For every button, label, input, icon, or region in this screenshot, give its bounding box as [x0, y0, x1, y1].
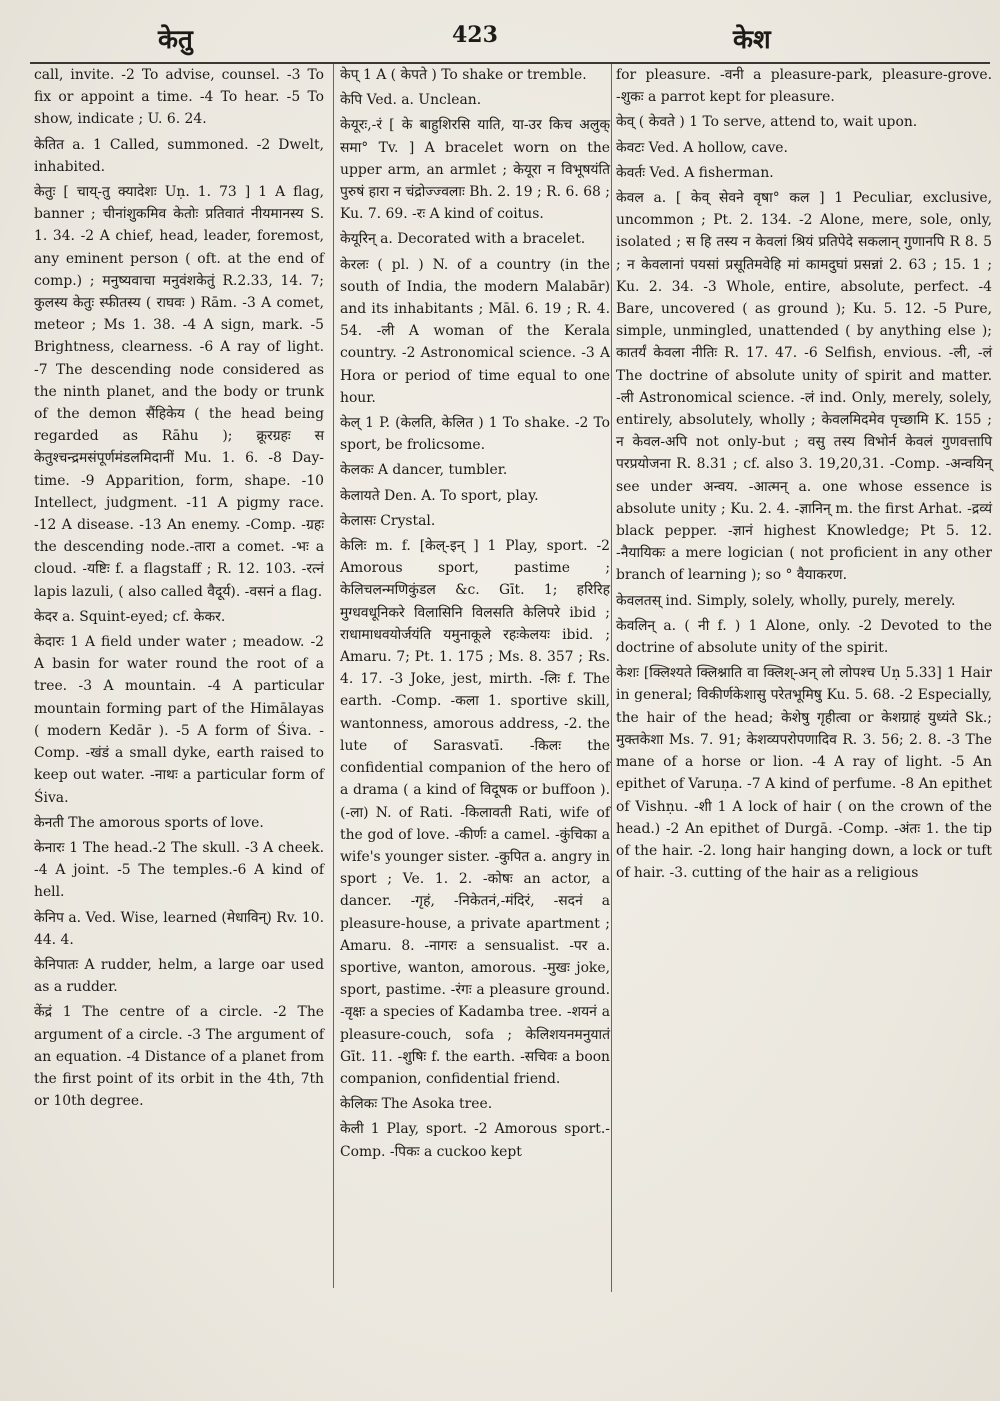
entry-text: for pleasure. -वनी a pleasure-park, pleasure-grove. -शुकः a parrot kept for pleasure.	[616, 67, 992, 106]
entry-text: केवर्तः Ved. A fisherman.	[616, 164, 774, 181]
entry-text: केनारः 1 The head.-2 The skull. -3 A cheek. -4 A joint. -5 The temples.-6 A kind of hell.	[34, 839, 324, 901]
entry-text: केवलिन् a. ( नी f. ) 1 Alone, only. -2 Devoted to the doctrine of absolute unity of the spirit.	[616, 617, 992, 657]
column-left	[34, 64, 324, 1115]
entry-text: केल् 1 P. (केलति, केलित ) 1 To shake. -2 To sport, be frolicsome.	[340, 415, 610, 454]
entry-text: केपि Ved. a. Unclean.	[340, 92, 482, 109]
entry-text: केनती The amorous sports of love.	[34, 814, 264, 831]
entry-text: केतित a. 1 Called, summoned. -2 Dwelt, inhabited.	[34, 136, 324, 175]
page-header	[0, 0, 1000, 66]
entry-text: केनिपातः A rudder, helm, a large oar used as a rudder.	[34, 956, 324, 996]
entry-text: केवल a. [ केव् सेवने वृषा° कल ] 1 Peculiar, exclusive, uncommon ; Pt. 2. 134. -2 Alone, mere, sole, only, isolated ; स हि तस्य न केवलां श्रियं प्रतिपेदे सकलान् गुणानपि R 8. 5 ; न केवलानां पयसां प्रसूतिमवेहि मां कामदुघां प्रसन्नां 2. 63 ; 15. 1 ; Ku. 2. 34. -3 Whole, entire, absolute, perfect. -4 Bare, uncovered ( as ground ); Ku. 5. 12. -5 Pure, simple, unmingled, unattended ( by anything else ); कातर्यं केवला नीतिः R. 17. 47. -6 Selfish, envious. -ली, -लं The doctrine of absolute unity of spirit and matter. -ली Astronomical science. -लं ind. Only, merely, solely, entirely, absolutely, wholly ; केवलमिदमेव पृच्छामि K. 155 ; न केवल-अपि not only-but ; वसु तस्य विभोर्न केवलं गुणवत्तापि परप्रयोजना R. 8.31 ; cf. also 3. 19,20,31. -Comp. -अन्वयिन् see under अन्वय. -आत्मन् a. one whose essence is absolute unity ; Ku. 2. 4. -ज्ञानिन् m. the first Arhat. -द्रव्यं black pepper. -ज्ञानं highest Knowledge; Pt 5. 12. -नैयायिकः a mere logician ( not proficient in any other branch of learning ); so ° वैयाकरण.	[616, 190, 992, 584]
entry-text: केतुः [ चाय्-तु क्यादेशः Uṇ. 1. 73 ] 1 A flag, banner ; चीनांशुकमिव केतोः प्रतिवातं नीयमानस्य S. 1. 34. -2 A chief, head, leader, foremost, any eminent person ( oft. at the end of comp.) ; मनुष्यवाचा मनुवंशकेतुं R.2.33, 14. 7; कुलस्य केतुः स्फीतस्य ( राघवः ) Rām. -3 A comet, meteor ; Ms 1. 38. -4 A sign, mark. -5 Brightness, clearness. -6 A ray of light. -7 The descending node considered as the ninth planet, and the body or trunk of the demon सैंहिकेय ( the head being regarded as Rāhu ); क्रूरग्रहः स केतुश्चन्द्रमसंपूर्णमंडलमिदानीं Mu. 1. 6. -8 Day-time. -9 Apparition, form, shape. -10 Intellect, judgment. -11 A pigmy race. -12 A disease. -13 An enemy. -Comp. -ग्रहः the descending node.-तारा a comet. -भः a cloud. -यष्टिः f. a flagstaff ; R. 12. 103. -रत्नं lapis lazuli, ( also called वैदूर्य). -वसनं a flag.	[34, 184, 324, 600]
entry-text: call, invite. -2 To advise, counsel. -3 To fix or appoint a time. -4 To hear. -5 To show, indicate ; U. 6. 24.	[34, 67, 324, 128]
entry-text: केवलतस् ind. Simply, solely, wholly, purely, merely.	[616, 592, 956, 609]
entry-text: केलकः A dancer, tumbler.	[340, 462, 508, 479]
left-running-headword: केतु	[158, 25, 193, 55]
column-right	[616, 64, 992, 887]
entry-text: केरलः ( pl. ) N. of a country (in the south of India, the modern Malabār) and its inhabitants ; Māl. 6. 19 ; R. 4. 54. -ली A woman of the Kerala country. -2 Astronomical science. -3 A Hora or period of time equal to one hour.	[340, 256, 610, 406]
entry-text: केयूरः,-रं [ के बाहुशिरसि याति, या-उर किच अलुक् समा° Tv. ] A bracelet worn on the upper arm, an armlet ; केयूरा न विभूषयंति पुरुषं हारा न चंद्रोज्ज्वलाः Bh. 2. 19 ; R. 6. 68 ; Ku. 7. 69. -रः A kind of coitus.	[340, 117, 610, 223]
entry-text: केप् 1 A ( केपते ) To shake or tremble.	[340, 67, 587, 83]
entry-text: केंद्रं 1 The centre of a circle. -2 The argument of a circle. -3 The argument of an equation. -4 Distance of a planet from the first point of its orbit in the 4th, 7th or 10th degree.	[34, 1004, 324, 1110]
entry-text: केवटः Ved. A hollow, cave.	[616, 139, 788, 156]
column-middle	[340, 64, 610, 1166]
entry-text: केलिः m. f. [केल्-इन् ] 1 Play, sport. -2 Amorous sport, pastime ; केलिचलन्मणिकुंडल &c. Gīt. 1; हरिरिह मुग्धवधूनिकरे विलासिनि विलसति केलिपरे ibid ; राधामाधवयोर्जयंति यमुनाकूले रहःकेलयः ibid. ; Amaru. 7; Pt. 1. 175 ; Ms. 8. 357 ; Rs. 4. 17. -3 Joke, jest, mirth. -लिः f. The earth. -Comp. -कला 1. sportive skill, wantonness, amorous address, -2. the lute of Sarasvatī. -किलः the confidential companion of the hero of a drama ( a kind of विदूषक or buffoon ). (-ला) N. of Rati. -किलावती Rati, wife of the god of love. -कीर्णः a camel. -कुंचिका a wife's younger sister. -कुपित a. angry in sport ; Ve. 1. 2. -कोषः an actor, a dancer. -गृहं, -निकेतनं,-मंदिरं, -सदनं a pleasure-house, a private apartment ; Amaru. 8. -नागरः a sensualist. -पर a. sportive, wanton, amorous. -मुखः joke, sport, pastime. -रंगः a pleasure ground. -वृक्षः a species of Kadamba tree. -शयनं a pleasure-couch, sofa ; केलिशयनमनुयातं Gīt. 11. -शुषिः f. the earth. -सचिवः a boon companion, confidential friend.	[340, 538, 610, 1087]
entry-text: केयूरिन् a. Decorated with a bracelet.	[340, 231, 586, 248]
entry-text: केनिप a. Ved. Wise, learned (मेधाविन्) Rv. 10. 44. 4.	[34, 909, 324, 948]
entry-text: केशः [क्लिश्यते क्लिश्नाति वा क्लिश्-अन् लो लोपश्च Uṇ 5.33] 1 Hair in general; विकीर्णकेशासु परेतभूमिषु Ku. 5. 68. -2 Especially, the hair of the head; केशेषु गृहीत्वा or केशग्राहं युध्यंते Sk.; मुक्तकेशा Ms. 7. 91; केशव्यपरोपणादिव R. 3. 56; 2. 8. -3 The mane of a horse or lion. -4 A ray of light. -5 An epithet of Varuṇa. -7 A kind of perfume. -8 An epithet of Vishṇu. -शी 1 A lock of hair ( on the crown of the head.) -2 An epithet of Durgā. -Comp. -अंतः 1. the tip of the hair. -2. long hair hanging down, a lock or tuft of hair. -3. cutting of the hair as a religious	[616, 665, 992, 882]
column-divider	[611, 64, 612, 1292]
page-number: 423	[452, 22, 498, 48]
entry-text: केलासः Crystal.	[340, 512, 436, 529]
entry-text: केदर a. Squint-eyed; cf. केकर.	[34, 608, 226, 625]
entry-text: केव् ( केवते ) 1 To serve, attend to, wait upon.	[616, 114, 918, 131]
entry-text: केलिकः The Asoka tree.	[340, 1096, 493, 1113]
column-divider	[333, 64, 334, 1288]
entry-text: केलायते Den. A. To sport, play.	[340, 487, 539, 504]
right-running-headword: केश	[733, 25, 771, 55]
entry-text: केली 1 Play, sport. -2 Amorous sport.-Comp. -पिकः a cuckoo kept	[340, 1121, 610, 1160]
entry-text: केदारः 1 A field under water ; meadow. -2 A basin for water round the root of a tree. -3 A mountain. -4 A particular mountain forming part of the Himālayas ( modern Kedār ). -5 A form of Śiva. -Comp. -खंडं a small dyke, earth raised to keep out water. -नाथः a particular form of Śiva.	[34, 634, 324, 806]
